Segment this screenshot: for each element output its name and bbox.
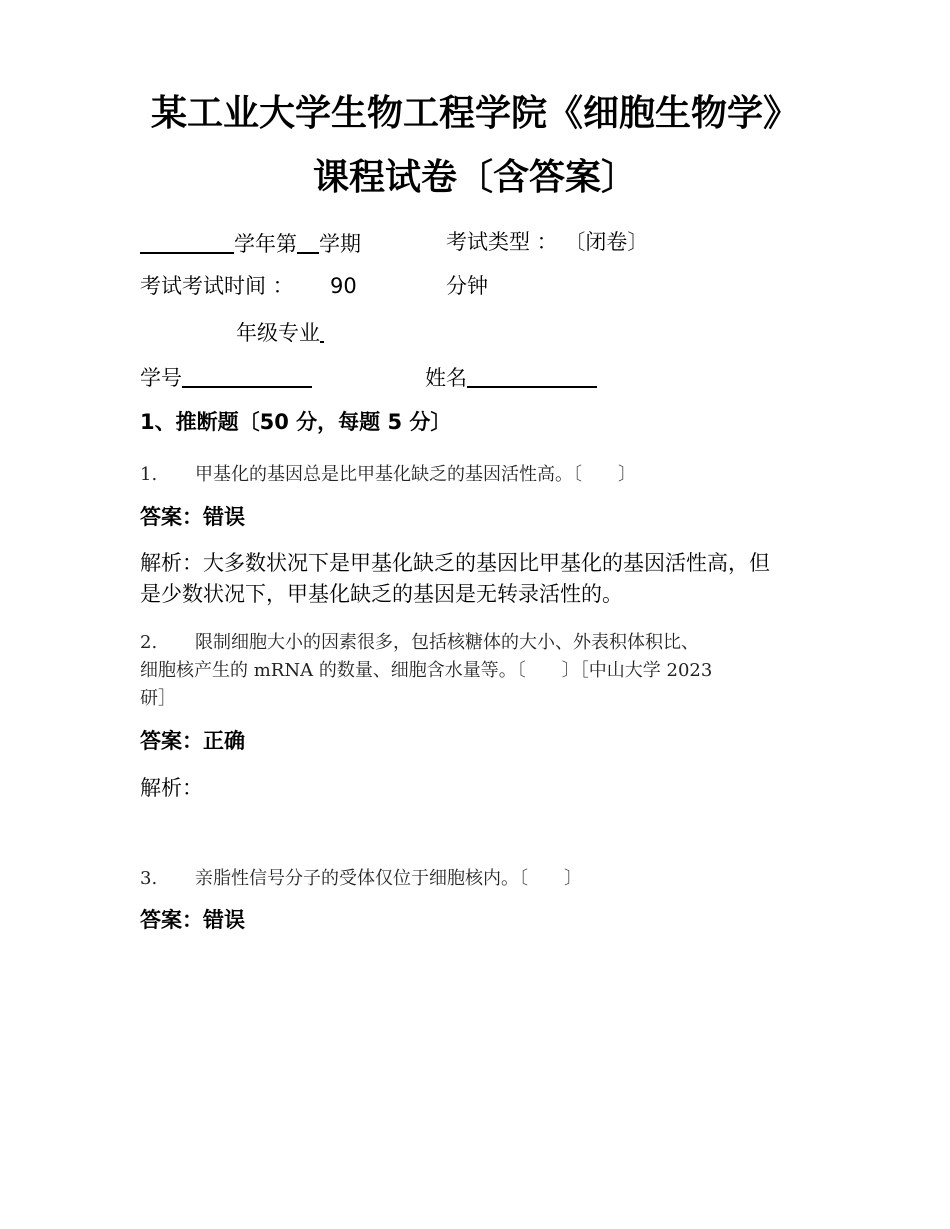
exam-type-value: 〔闭卷〕 xyxy=(564,230,649,254)
question-2-analysis: 解析： xyxy=(140,776,203,800)
student-id-label: 学号 xyxy=(140,366,182,390)
question-1-analysis-line-1: 解析：大多数状况下是甲基化缺乏的基因比甲基化的基因活性高，但 xyxy=(140,551,770,575)
question-3-answer: 答案：错误 xyxy=(140,908,245,932)
question-3-text: 亲脂性信号分子的受体仅位于细胞核内。〔 〕 xyxy=(195,868,582,889)
student-id-blank[interactable] xyxy=(182,366,312,388)
student-name-row xyxy=(425,366,597,389)
exam-time-unit: 分钟 xyxy=(446,274,488,298)
grade-label: 年级专业 xyxy=(236,321,320,345)
title-line-2: 课程试卷〔含答案〕 xyxy=(312,157,637,198)
term-blank[interactable] xyxy=(297,232,319,254)
question-1-text: 甲基化的基因总是比甲基化缺乏的基因活性高。〔 〕 xyxy=(195,464,636,485)
grade-row xyxy=(236,321,324,344)
question-2-number: 2. xyxy=(140,632,158,653)
semester-end-label: 学期 xyxy=(319,232,361,256)
question-2-text-line-1: 限制细胞大小的因素很多，包括核糖体的大小、外表积体积比、 xyxy=(195,632,699,653)
question-2-text-line-3: 研］ xyxy=(140,688,176,709)
question-1-analysis-line-2: 是少数状况下，甲基化缺乏的基因是无转录活性的。 xyxy=(140,582,623,606)
semester-row xyxy=(140,232,361,255)
student-id-row xyxy=(140,366,312,389)
exam-time-label: 考试考试时间 ： xyxy=(140,274,294,298)
question-1-number: 1. xyxy=(140,464,158,485)
question-2-answer: 答案：正确 xyxy=(140,729,245,753)
question-2-text-line-2: 细胞核产生的 mRNA 的数量、细胞含水量等。〔 〕［中山大学 2023 xyxy=(140,660,713,681)
question-1-answer: 答案：错误 xyxy=(140,505,245,529)
grade-blank[interactable] xyxy=(320,321,324,343)
semester-mid-label: 学年第 xyxy=(234,232,297,256)
exam-type-row xyxy=(446,232,648,253)
student-name-blank[interactable] xyxy=(467,366,597,388)
student-name-label: 姓名 xyxy=(425,366,467,390)
question-3-number: 3. xyxy=(140,868,158,889)
exam-type-label: 考试类型 ： xyxy=(446,230,558,254)
exam-time-value: 90 xyxy=(330,274,357,298)
title-line-1: 某工业大学生物工程学院《细胞生物学》 xyxy=(150,93,799,134)
section-heading: 1、推断题〔50 分，每题 5 分〕 xyxy=(140,410,452,434)
year-blank[interactable] xyxy=(140,232,234,254)
